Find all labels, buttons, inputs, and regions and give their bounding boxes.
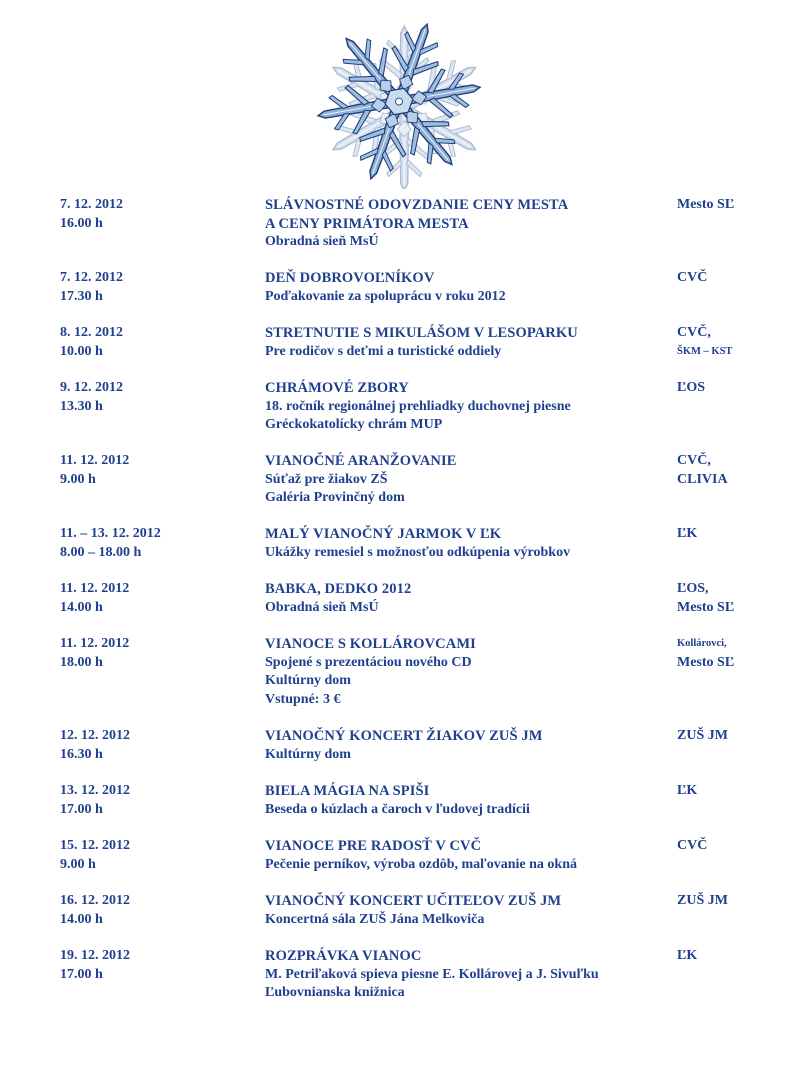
event-title: VIANOČNÉ ARANŽOVANIE — [265, 453, 457, 469]
event-date: 7. 12. 2012 — [60, 197, 123, 212]
event-item — [0, 782, 800, 837]
event-title: VIANOČNÝ KONCERT UČITEĽOV ZUŠ JM — [265, 893, 562, 909]
event-title: ROZPRÁVKA VIANOC — [265, 948, 422, 964]
event-venue: Obradná sieň MsÚ — [265, 599, 379, 615]
event-what — [265, 782, 675, 819]
event-organizer — [677, 837, 739, 856]
event-what — [265, 727, 675, 764]
event-what — [265, 379, 675, 435]
organizer-name: ĽK — [677, 526, 698, 541]
event-venue: Ľubovnianska knižnica — [265, 985, 405, 1000]
event-what — [265, 635, 675, 709]
event-organizer — [677, 324, 739, 361]
event-date: 15. 12. 2012 — [60, 838, 130, 853]
event-organizer — [677, 196, 739, 215]
event-when — [60, 635, 250, 672]
event-title-continued: A CENY PRIMÁTORA MESTA — [265, 215, 469, 232]
event-organizer — [677, 580, 739, 617]
event-date: 11. 12. 2012 — [60, 636, 130, 651]
event-title: STRETNUTIE S MIKULÁŠOM V LESOPARKU — [265, 325, 578, 341]
event-venue: Obradná sieň MsÚ — [265, 234, 379, 249]
event-when — [60, 727, 250, 764]
event-item — [0, 196, 800, 269]
event-when — [60, 782, 250, 819]
event-when — [60, 452, 250, 489]
organizer-name: ZUŠ JM — [677, 893, 728, 908]
organizer-name: ZUŠ JM — [677, 728, 728, 743]
event-what — [265, 324, 675, 361]
event-title: BIELA MÁGIA NA SPIŠI — [265, 783, 430, 799]
event-time: 18.00 h — [60, 654, 103, 670]
event-organizer — [677, 525, 739, 544]
event-when — [60, 892, 250, 929]
event-description: M. Petriľaková spieva piesne E. Kollárovej a J. Sivuľku — [265, 966, 599, 982]
organizer-name: ŠKM – KST — [677, 345, 733, 357]
event-item — [0, 525, 800, 580]
organizer-name: Mesto SĽ — [677, 599, 735, 615]
event-date: 8. 12. 2012 — [60, 325, 123, 340]
event-time: 17.00 h — [60, 801, 103, 817]
event-date: 13. 12. 2012 — [60, 783, 130, 798]
organizer-name: ĽOS — [677, 380, 706, 395]
organizer-name: Mesto SĽ — [677, 654, 735, 670]
event-title: CHRÁMOVÉ ZBORY — [265, 380, 409, 396]
event-time: 14.00 h — [60, 911, 103, 927]
event-title: MALÝ VIANOČNÝ JARMOK V ĽK — [265, 526, 502, 542]
event-time: 16.00 h — [60, 215, 103, 231]
event-what — [265, 452, 675, 508]
event-title: VIANOCE PRE RADOSŤ V CVČ — [265, 838, 482, 854]
event-item — [0, 635, 800, 727]
event-title: DEŇ DOBROVOĽNÍKOV — [265, 270, 435, 286]
event-title: BABKA, DEDKO 2012 — [265, 581, 412, 597]
event-when — [60, 269, 250, 306]
event-what — [265, 580, 675, 617]
event-title: SLÁVNOSTNÉ ODOVZDANIE CENY MESTA — [265, 197, 569, 213]
event-organizer — [677, 782, 739, 801]
event-when — [60, 525, 250, 562]
event-date: 16. 12. 2012 — [60, 893, 130, 908]
event-when — [60, 196, 250, 233]
event-what — [265, 837, 675, 874]
event-date: 11. 12. 2012 — [60, 453, 130, 468]
event-organizer — [677, 727, 739, 746]
snowflake-icon — [306, 14, 492, 189]
event-description: Poďakovanie za spoluprácu v roku 2012 — [265, 288, 506, 304]
organizer-name: CVČ — [677, 270, 708, 285]
event-organizer — [677, 379, 739, 398]
event-venue: Kultúrny dom — [265, 746, 351, 762]
event-item — [0, 837, 800, 892]
event-venue: Galéria Provinčný dom — [265, 490, 405, 505]
organizer-name: Mesto SĽ — [677, 197, 735, 212]
event-title: VIANOCE S KOLLÁROVCAMI — [265, 636, 476, 652]
event-time: 17.00 h — [60, 966, 103, 982]
event-what — [265, 269, 675, 306]
event-item — [0, 892, 800, 947]
organizer-name: CVČ, — [677, 325, 711, 340]
event-item — [0, 269, 800, 324]
event-time: 16.30 h — [60, 746, 103, 762]
events-list — [0, 196, 800, 1020]
event-item — [0, 727, 800, 782]
event-time: 13.30 h — [60, 398, 103, 414]
event-description: Pre rodičov s deťmi a turistické oddiely — [265, 343, 502, 359]
organizer-name: Kollárovci, — [677, 638, 727, 649]
event-organizer — [677, 892, 739, 911]
organizer-name: ĽOS, — [677, 581, 709, 596]
event-venue: Kultúrny dom — [265, 673, 351, 688]
event-time: 9.00 h — [60, 856, 96, 872]
event-when — [60, 837, 250, 874]
event-date: 12. 12. 2012 — [60, 728, 130, 743]
event-description: Spojené s prezentáciou nového CD — [265, 654, 472, 670]
event-what — [265, 196, 675, 252]
event-time: 10.00 h — [60, 343, 103, 359]
event-item — [0, 947, 800, 1020]
event-organizer — [677, 635, 739, 672]
event-time: 14.00 h — [60, 599, 103, 615]
event-description: Súťaž pre žiakov ZŠ — [265, 471, 388, 487]
organizer-name: ĽK — [677, 948, 698, 963]
event-what — [265, 947, 675, 1003]
organizer-name: CVČ, — [677, 453, 711, 468]
event-price: Vstupné: 3 € — [265, 691, 341, 707]
event-when — [60, 947, 250, 984]
event-description: Pečenie perníkov, výroba ozdôb, maľovanie na okná — [265, 856, 577, 872]
event-when — [60, 379, 250, 416]
event-when — [60, 580, 250, 617]
organizer-name: CVČ — [677, 838, 708, 853]
event-organizer — [677, 452, 739, 489]
event-organizer — [677, 947, 739, 966]
event-description: Beseda o kúzlach a čaroch v ľudovej tradícii — [265, 801, 530, 817]
organizer-name: CLIVIA — [677, 471, 728, 487]
event-description: 18. ročník regionálnej prehliadky duchovnej piesne — [265, 398, 571, 414]
event-time: 8.00 – 18.00 h — [60, 544, 142, 560]
event-time: 17.30 h — [60, 288, 103, 304]
event-item — [0, 452, 800, 525]
event-item — [0, 580, 800, 635]
event-date: 7. 12. 2012 — [60, 270, 123, 285]
event-date: 9. 12. 2012 — [60, 380, 123, 395]
event-venue: Gréckokatolícky chrám MUP — [265, 417, 443, 432]
event-organizer — [677, 269, 739, 288]
event-date: 11. 12. 2012 — [60, 581, 130, 596]
event-item — [0, 324, 800, 379]
event-when — [60, 324, 250, 361]
event-item — [0, 379, 800, 452]
event-time: 9.00 h — [60, 471, 96, 487]
organizer-name: ĽK — [677, 783, 698, 798]
event-what — [265, 892, 675, 929]
event-description: Ukážky remesiel s možnosťou odkúpenia výrobkov — [265, 544, 571, 560]
event-what — [265, 525, 675, 562]
event-venue: Koncertná sála ZUŠ Jána Melkoviča — [265, 911, 485, 927]
event-date: 19. 12. 2012 — [60, 948, 130, 963]
event-date: 11. – 13. 12. 2012 — [60, 526, 161, 541]
event-title: VIANOČNÝ KONCERT ŽIAKOV ZUŠ JM — [265, 728, 543, 744]
